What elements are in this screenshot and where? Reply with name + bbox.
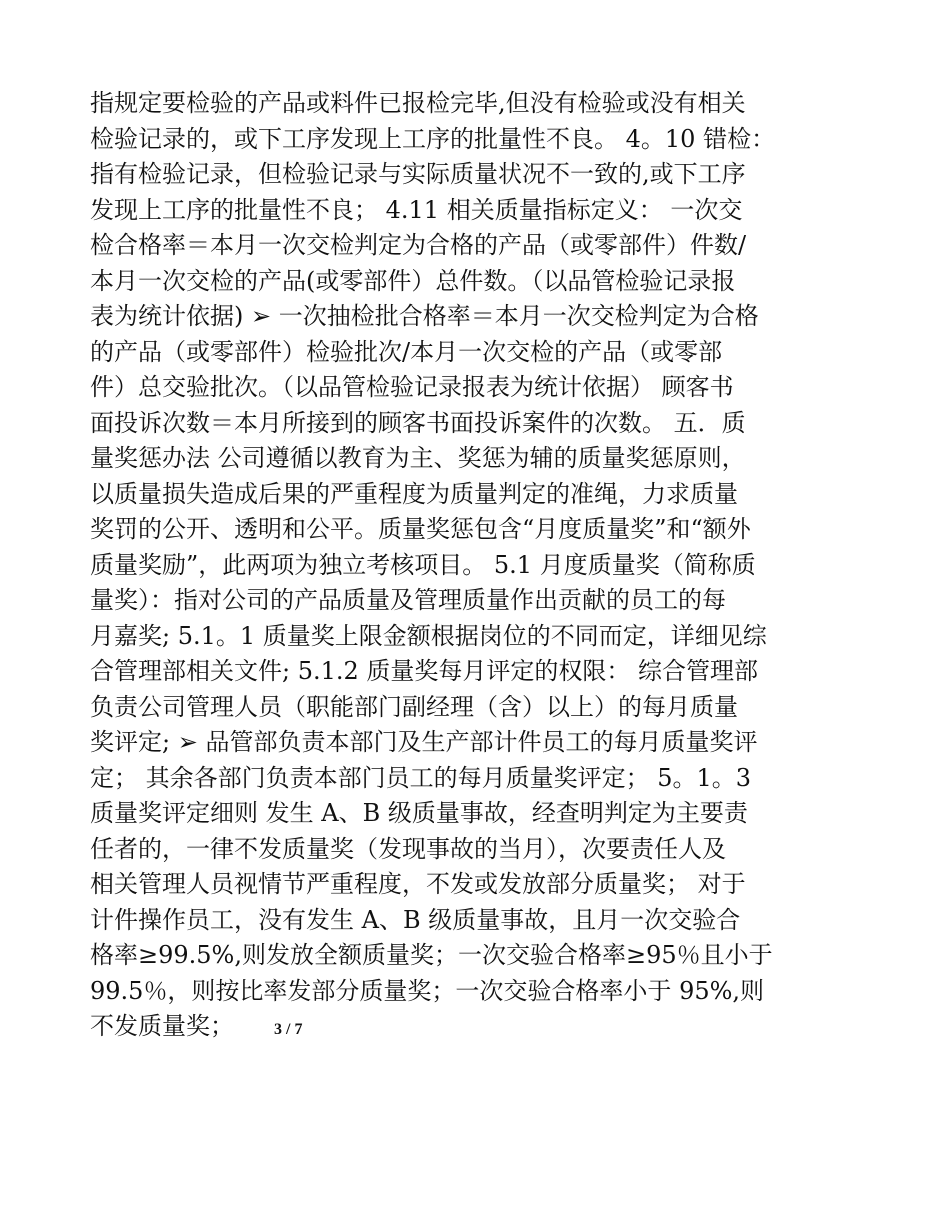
text-line: 负责公司管理人员（职能部门副经理（含）以上）的每月质量 xyxy=(90,692,738,721)
body-text xyxy=(90,86,890,1045)
text-line: 检合格率＝本月一次交检判定为合格的产品（或零部件）件数/ xyxy=(90,231,747,259)
text-line: 合管理部相关文件; 5.1.2 质量奖每月评定的权限： 综合管理部 xyxy=(90,657,759,685)
text-line: 本月一次交检的产品(或零部件）总件数。（以品管检验记录报 xyxy=(90,266,736,295)
text-line: 指规定要检验的产品或料件已报检完毕,但没有检验或没有相关 xyxy=(90,89,746,117)
text-line: 质量奖评定细则 发生 A、B 级质量事故，经查明判定为主要责 xyxy=(90,799,748,827)
text-line: 相关管理人员视情节严重程度，不发或发放部分质量奖； 对于 xyxy=(90,870,746,898)
text-line: 以质量损失造成后果的严重程度为质量判定的准绳，力求质量 xyxy=(90,479,738,508)
page-number: 3 / 7 xyxy=(274,1021,303,1038)
last-text-line xyxy=(90,1009,890,1045)
text-line: 计件操作员工，没有发生 A、B 级质量事故，且月一次交验合 xyxy=(90,905,741,934)
text-line: 奖评定; ➢ 品管部负责本部门及生产部计件员工的每月质量奖评 xyxy=(90,728,758,756)
text-line: 不发质量奖； xyxy=(90,1012,234,1040)
text-line: 表为统计依据) ➢ 一次抽检批合格率＝本月一次交检判定为合格 xyxy=(90,302,759,330)
text-line: 的产品（或零部件）检验批次/本月一次交检的产品（或零部 xyxy=(90,337,723,366)
text-line: 量奖惩办法 公司遵循以教育为主、奖惩为辅的质量奖惩原则， xyxy=(90,444,746,472)
text-line: 质量奖励”，此两项为独立考核项目。 5.1 月度质量奖（简称质 xyxy=(90,550,756,579)
text-line: 件）总交验批次。（以品管检验记录报表为统计依据） 顾客书 xyxy=(90,373,734,401)
text-line: 发现上工序的批量性不良； 4.11 相关质量指标定义： 一次交 xyxy=(90,195,743,224)
text-line: 任者的，一律不发质量奖（发现事故的当月），次要责任人及 xyxy=(90,834,726,863)
text-line: 指有检验记录，但检验记录与实际质量状况不一致的,或下工序 xyxy=(90,160,746,188)
text-line: 月嘉奖; 5.1。1 质量奖上限金额根据岗位的不同而定，详细见综 xyxy=(90,621,767,650)
text-line: 奖罚的公开、透明和公平。质量奖惩包含“月度质量奖”和“额外 xyxy=(90,515,751,543)
text-line: 格率≥99.5%,则发放全额质量奖；一次交验合格率≥95％且小于 xyxy=(90,941,773,969)
text-line: 量奖）：指对公司的产品质量及管理质量作出贡献的员工的每 xyxy=(90,586,726,614)
text-line: 面投诉次数＝本月所接到的顾客书面投诉案件的次数。 五．质 xyxy=(90,408,746,437)
text-line: 99.5％，则按比率发部分质量奖；一次交验合格率小于 95%,则 xyxy=(90,976,765,1005)
text-line: 检验记录的，或下工序发现上工序的批量性不良。 4。10 错检： xyxy=(90,124,776,153)
text-line: 定； 其余各部门负责本部门员工的每月质量奖评定； 5。1。3 xyxy=(90,763,752,792)
